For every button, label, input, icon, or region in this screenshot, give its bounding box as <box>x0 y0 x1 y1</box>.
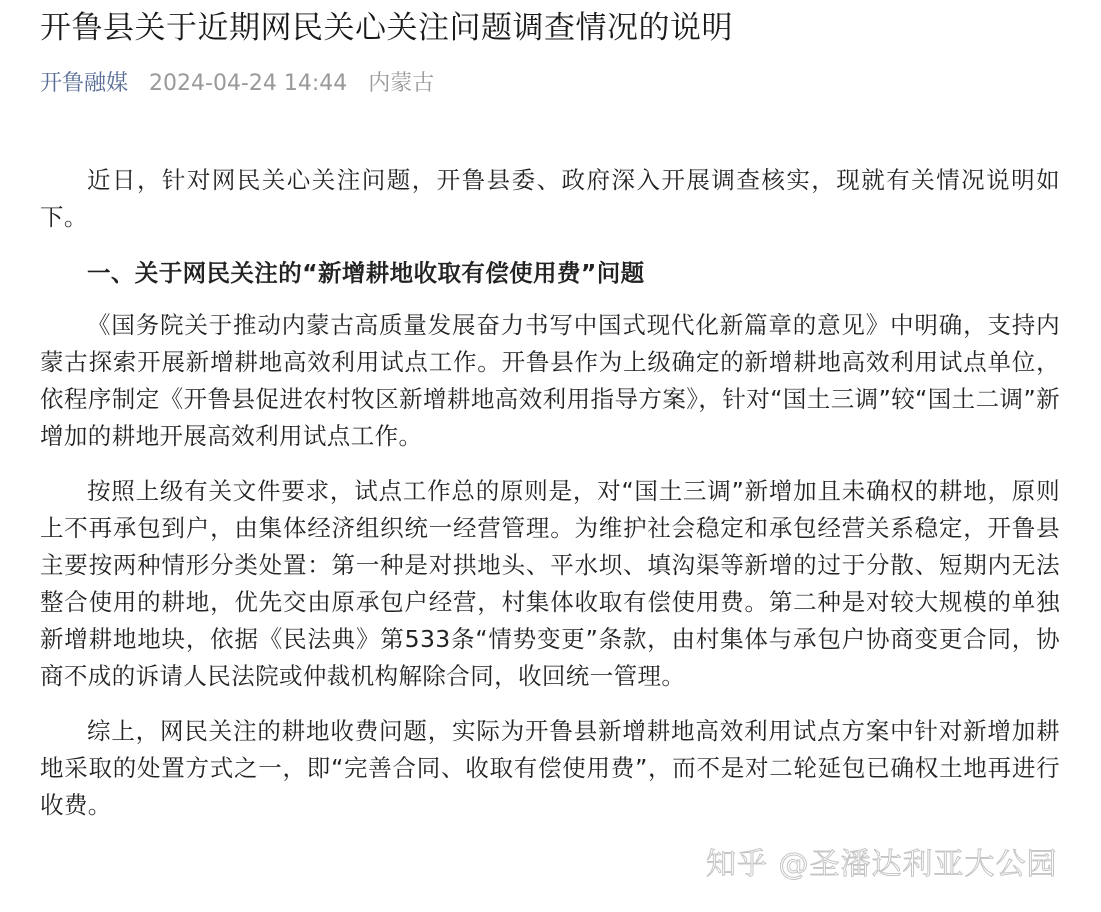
article-meta <box>40 66 434 102</box>
article-body <box>40 162 1060 824</box>
source-link[interactable]: 开鲁融媒 <box>40 71 129 96</box>
article-title: 开鲁县关于近期网民关心关注问题调查情况的说明 <box>40 10 733 46</box>
zhihu-watermark: 知乎 @圣潘达利亚大公园 <box>706 847 1058 882</box>
paragraph-policy: 《国务院关于推动内蒙古高质量发展奋力书写中国式现代化新篇章的意见》中明确，支持内蒙古探索开展新增耕地高效利用试点工作。开鲁县作为上级确定的新增耕地高效利用试点单位，依程序制定《开鲁县促进农村牧区新增耕地高效利用指导方案》，针对“国土三调”较“国土二调”新增加的耕地开展高效利用试点工作。 <box>40 311 1060 450</box>
paragraph-intro: 近日，针对网民关心关注问题，开鲁县委、政府深入开展调查核实，现就有关情况说明如下。 <box>40 166 1060 231</box>
section-heading: 一、关于网民关注的“新增耕地收取有偿使用费”问题 <box>87 259 645 287</box>
paragraph-principles: 按照上级有关文件要求，试点工作总的原则是，对“国土三调”新增加且未确权的耕地，原则上不再承包到户，由集体经济组织统一经营管理。为维护社会稳定和承包经营关系稳定，开鲁县主要按两种情形分类处置：第一种是对拱地头、平水坝、填沟渠等新增的过于分散、短期内无法整合使用的耕地，优先交由原承包户经营，村集体收取有偿使用费。第二种是对较大规模的单独新增耕地地块，依据《民法典》第533条“情势变更”条款，由村集体与承包户协商变更合同，协商不成的诉请人民法院或仲裁机构解除合同，收回统一管理。 <box>40 477 1060 690</box>
publish-datetime: 2024-04-24 14:44 <box>149 71 348 96</box>
paragraph-conclusion: 综上，网民关注的耕地收费问题，实际为开鲁县新增耕地高效利用试点方案中针对新增加耕地采取的处置方式之一，即“完善合同、收取有偿使用费”，而不是对二轮延包已确权土地再进行收费。 <box>40 717 1060 819</box>
publish-region: 内蒙古 <box>368 71 435 96</box>
